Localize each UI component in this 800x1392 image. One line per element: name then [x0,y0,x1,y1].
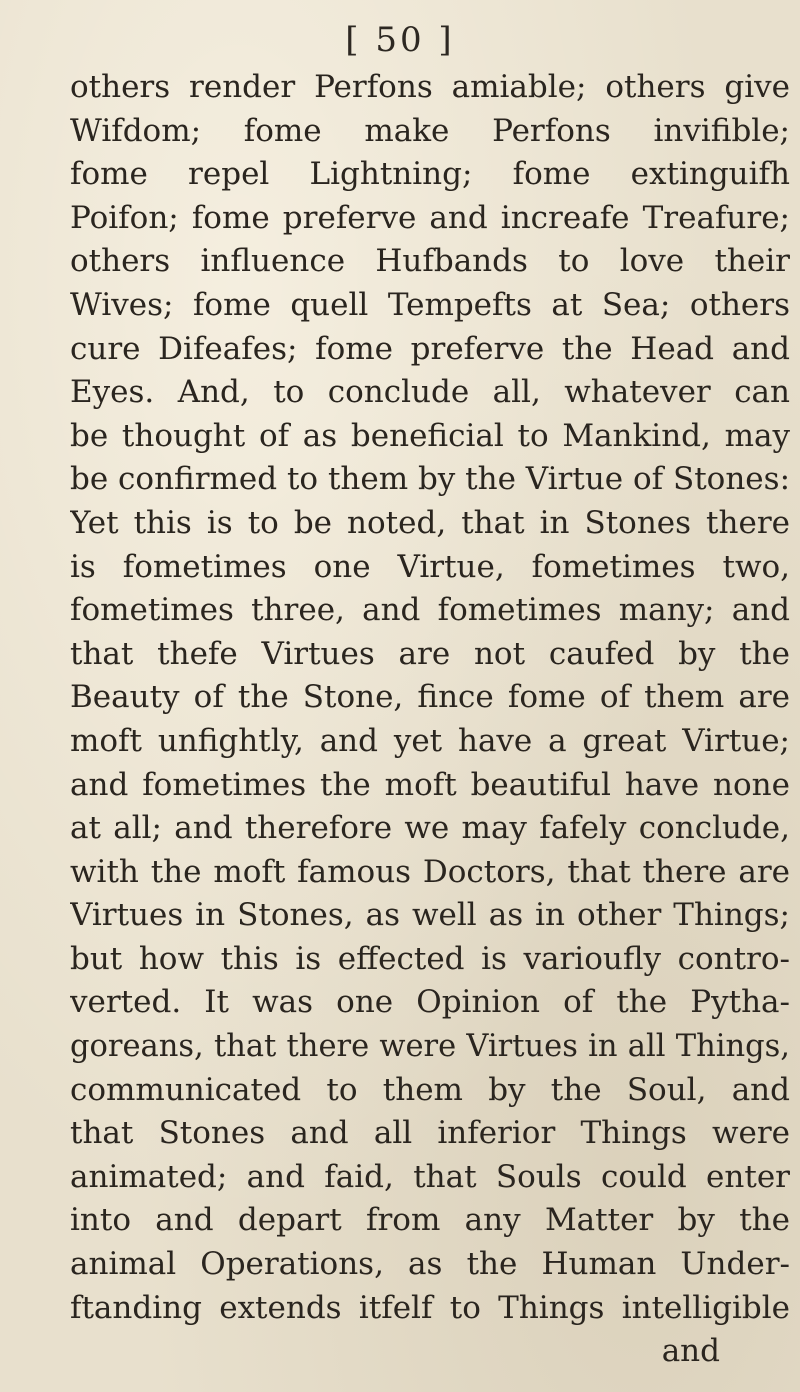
text-line-11: Yet this is to be noted, that in Stones there [70,504,790,541]
catchword: and [661,1333,720,1370]
text-line-2: Wifdom; fome make Perfons invifible; [70,112,790,149]
text-line-24: communicated to them by the Soul, and [70,1071,790,1108]
text-line-15: Beauty of the Stone, fince fome of them are [70,679,790,716]
text-line-19: with the moft famous Doctors, that there are [70,853,790,890]
text-line-26: animated; and faid, that Souls could enter [70,1158,790,1195]
text-line-16: moft unfightly, and yet have a great Virtue; [70,722,790,759]
body-text [70,66,790,1374]
text-line-7: cure Difeafes; fome preferve the Head and [70,330,790,367]
text-line-6: Wives; fome quell Tempefts at Sea; others [70,286,790,323]
text-line-1: others render Perfons amiable; others give [70,69,790,105]
text-line-9: be thought of as beneficial to Mankind, may [70,417,790,454]
text-line-28: animal Operations, as the Human Under- [70,1246,790,1283]
text-line-13: fometimes three, and fometimes many; and [70,592,790,629]
text-line-4: Poifon; fome preferve and increafe Treafure; [70,199,790,236]
text-line-3: fome repel Lightning; fome extinguifh [70,156,790,193]
text-line-27: into and depart from any Matter by the [70,1202,790,1239]
text-line-23: goreans, that there were Virtues in all Things, [70,1029,790,1065]
text-line-10: be confirmed to them by the Virtue of Stones: [70,461,790,498]
text-line-20: Virtues in Stones, as well as in other Things; [70,897,790,934]
text-line-29: ftanding extends itfelf to Things intelligible [70,1289,790,1326]
text-line-21: but how this is effected is varioufly contro- [70,940,790,977]
text-line-18: at all; and therefore we may fafely conclude, [70,810,790,847]
page-number: [ 50 ] [345,20,455,60]
text-line-25: that Stones and all inferior Things were [70,1115,790,1152]
text-line-22: verted. It was one Opinion of the Pytha- [70,984,790,1021]
text-line-14: that thefe Virtues are not caufed by the [70,635,790,672]
text-line-12: is fometimes one Virtue, fometimes two, [70,548,790,585]
text-line-17: and fometimes the moft beautiful have none [70,766,790,803]
text-line-8: Eyes. And, to conclude all, whatever can [70,374,790,411]
text-line-5: others influence Hufbands to love their [70,243,790,280]
